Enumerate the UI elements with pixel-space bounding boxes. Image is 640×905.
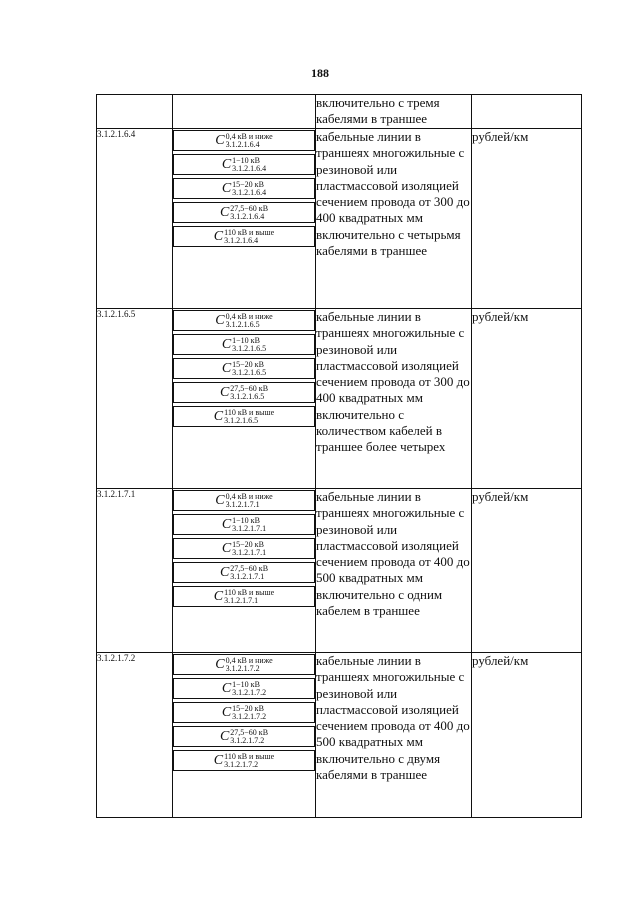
symbol-index: 3.1.2.1.6.5 (224, 415, 259, 425)
symbol-index: 3.1.2.1.6.4 (232, 187, 267, 197)
symbol-index: 3.1.2.1.6.5 (230, 391, 265, 401)
symbol-voltage: 110 кВ и выше (224, 751, 275, 761)
symbol-voltage: 1−10 кВ (232, 155, 260, 165)
table-row (97, 489, 582, 653)
symbol-voltage: 1−10 кВ (232, 335, 260, 345)
rate-symbol (173, 310, 315, 331)
row-unit: рублей/км (472, 653, 582, 818)
symbol-voltage: 0,4 кВ и ниже (225, 655, 273, 665)
rate-symbol (173, 202, 315, 223)
rate-symbol (173, 726, 315, 747)
symbol-letter: C (221, 516, 232, 532)
row-unit: рублей/км (472, 309, 582, 489)
symbol-index: 3.1.2.1.6.5 (232, 343, 267, 353)
symbol-voltage: 0,4 кВ и ниже (225, 491, 273, 501)
rate-symbol (173, 678, 315, 699)
symbol-index: 3.1.2.1.7.2 (225, 663, 260, 673)
rate-symbol (173, 490, 315, 511)
row-symbols (173, 489, 316, 653)
symbol-letter: C (213, 588, 224, 604)
row-description: кабельные линии в траншеях многожильные с резиновой или пластмассовой изоляцией сечением провода от 400 до 500 квадратных мм включительно с двумя кабелями в траншее (316, 653, 472, 818)
symbol-letter: C (215, 132, 225, 148)
symbol-index: 3.1.2.1.7.2 (230, 735, 265, 745)
symbol-voltage: 110 кВ и выше (224, 587, 275, 597)
symbol-letter: C (215, 312, 225, 328)
rate-symbol (173, 382, 315, 403)
row-code: 3.1.2.1.6.5 (97, 309, 173, 489)
rate-symbol (173, 358, 315, 379)
row-symbols (173, 309, 316, 489)
symbol-letter: C (221, 680, 232, 696)
symbol-index: 3.1.2.1.6.4 (230, 211, 265, 221)
symbol-index: 3.1.2.1.7.1 (232, 523, 267, 533)
table-row (97, 309, 582, 489)
row-symbols (173, 129, 316, 309)
symbol-voltage: 15−20 кВ (232, 359, 264, 369)
symbol-voltage: 27,5−60 кВ (230, 383, 269, 393)
rate-symbol (173, 226, 315, 247)
symbol-letter: C (221, 156, 232, 172)
rate-symbol (173, 130, 315, 151)
rate-symbol (173, 178, 315, 199)
symbol-letter: C (221, 180, 232, 196)
row-code: 3.1.2.1.7.1 (97, 489, 173, 653)
symbol-index: 3.1.2.1.6.4 (224, 235, 259, 245)
symbol-index: 3.1.2.1.6.4 (225, 139, 260, 149)
rate-symbol (173, 702, 315, 723)
symbol-index: 3.1.2.1.7.1 (225, 499, 260, 509)
rate-symbol (173, 586, 315, 607)
row-unit: рублей/км (472, 489, 582, 653)
symbol-letter: C (213, 408, 224, 424)
symbol-voltage: 1−10 кВ (232, 679, 260, 689)
symbol-voltage: 27,5−60 кВ (230, 203, 269, 213)
symbol-index: 3.1.2.1.6.5 (232, 367, 267, 377)
row-code: 3.1.2.1.7.2 (97, 653, 173, 818)
symbol-voltage: 1−10 кВ (232, 515, 260, 525)
table-row (97, 653, 582, 818)
row-symbols (173, 95, 316, 129)
symbol-voltage: 27,5−60 кВ (230, 563, 269, 573)
row-symbols (173, 653, 316, 818)
symbol-letter: C (221, 540, 232, 556)
rate-symbol (173, 334, 315, 355)
symbol-voltage: 0,4 кВ и ниже (225, 311, 273, 321)
rate-symbol (173, 562, 315, 583)
symbol-index: 3.1.2.1.7.1 (232, 547, 267, 557)
symbol-voltage: 110 кВ и выше (224, 227, 275, 237)
symbol-letter: C (219, 204, 230, 220)
symbol-voltage: 27,5−60 кВ (230, 727, 269, 737)
row-unit: рублей/км (472, 129, 582, 309)
row-description: кабельные линии в траншеях многожильные с резиновой или пластмассовой изоляцией сечением провода от 300 до 400 квадратных мм включительно с количеством кабелей в траншее более четырех (316, 309, 472, 489)
tariff-table (96, 94, 582, 818)
symbol-voltage: 110 кВ и выше (224, 407, 275, 417)
symbol-index: 3.1.2.1.7.2 (232, 711, 267, 721)
row-code: 3.1.2.1.6.4 (97, 129, 173, 309)
symbol-index: 3.1.2.1.7.2 (232, 687, 267, 697)
row-description: включительно с тремя кабелями в траншее (316, 95, 472, 129)
symbol-letter: C (221, 336, 232, 352)
row-description: кабельные линии в траншеях многожильные с резиновой или пластмассовой изоляцией сечением провода от 400 до 500 квадратных мм включительно с одним кабелем в траншее (316, 489, 472, 653)
table-body (97, 95, 582, 818)
symbol-letter: C (219, 384, 230, 400)
symbol-index: 3.1.2.1.7.2 (224, 759, 259, 769)
symbol-letter: C (219, 728, 230, 744)
symbol-letter: C (215, 656, 225, 672)
symbol-letter: C (219, 564, 230, 580)
rate-symbol (173, 750, 315, 771)
rate-symbol (173, 514, 315, 535)
table-row (97, 95, 582, 129)
row-unit (472, 95, 582, 129)
symbol-index: 3.1.2.1.6.5 (225, 319, 260, 329)
row-code (97, 95, 173, 129)
rate-symbol (173, 154, 315, 175)
rate-symbol (173, 406, 315, 427)
symbol-index: 3.1.2.1.7.1 (224, 595, 259, 605)
symbol-voltage: 15−20 кВ (232, 179, 264, 189)
symbol-letter: C (213, 228, 224, 244)
symbol-letter: C (221, 704, 232, 720)
symbol-letter: C (213, 752, 224, 768)
symbol-letter: C (221, 360, 232, 376)
table-row (97, 129, 582, 309)
page-number: 188 (311, 66, 329, 80)
rate-symbol (173, 538, 315, 559)
rate-symbol (173, 654, 315, 675)
symbol-index: 3.1.2.1.7.1 (230, 571, 265, 581)
symbol-voltage: 15−20 кВ (232, 703, 264, 713)
symbol-index: 3.1.2.1.6.4 (232, 163, 267, 173)
symbol-voltage: 0,4 кВ и ниже (225, 131, 273, 141)
row-description: кабельные линии в траншеях многожильные с резиновой или пластмассовой изоляцией сечением провода от 300 до 400 квадратных мм включительно с четырьмя кабелями в траншее (316, 129, 472, 309)
symbol-letter: C (215, 492, 225, 508)
symbol-voltage: 15−20 кВ (232, 539, 264, 549)
